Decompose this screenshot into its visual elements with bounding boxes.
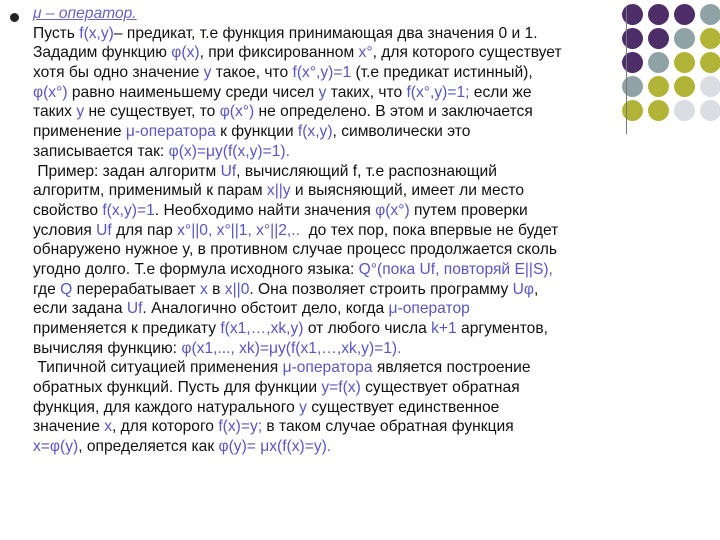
text-line [33, 299, 673, 319]
text-segment: таких [33, 103, 77, 121]
dot-r1-c3 [674, 4, 695, 25]
text-line [33, 63, 673, 83]
dot-r4-c4 [700, 76, 720, 97]
formula-highlight: Uf [126, 300, 143, 318]
text-line [33, 122, 673, 142]
dot-r2-c3 [674, 28, 695, 49]
text-line [33, 358, 673, 378]
text-segment: существует обратная [360, 379, 520, 397]
formula-highlight: x [104, 418, 113, 436]
text-segment: до тех пор, пока впервые не будет [299, 221, 559, 239]
formula-highlight: f(x°,y)=1 [292, 64, 352, 82]
text-segment: . Аналогично обстоит дело, когда [142, 300, 389, 318]
text-segment: в [207, 280, 225, 298]
text-segment: функция, для каждого натурального [33, 398, 300, 416]
text-segment: записывается так: [33, 142, 169, 160]
formula-highlight: f(x,y) [79, 24, 114, 42]
text-line [33, 181, 673, 201]
text-line [33, 221, 673, 241]
formula-highlight: y [76, 103, 85, 121]
text-segment: не определено. В этом и заключается [254, 103, 533, 121]
text-line [33, 142, 673, 162]
formula-highlight: x° [358, 44, 373, 62]
text-segment: если задана [33, 300, 127, 318]
text-segment: значение [33, 418, 105, 436]
text-segment: не существует, то [84, 103, 220, 121]
text-line [33, 398, 673, 418]
text-segment: , определяется как [78, 438, 219, 456]
text-segment: . Она позволяет строить программу [249, 280, 513, 298]
slide-title: μ – оператор. [33, 5, 137, 22]
formula-highlight: μ-оператора [282, 359, 373, 377]
text-line [33, 201, 673, 221]
text-line [33, 24, 673, 44]
formula-highlight: x||y [266, 182, 291, 200]
formula-highlight: φ(y)= μx(f(x)=y). [218, 438, 332, 456]
text-line [33, 83, 673, 103]
formula-highlight: φ(x1,..., xk)=μy(f(x1,…,xk,y)=1). [181, 339, 402, 357]
text-segment: равно наименьшему среди чисел [67, 83, 319, 101]
text-segment: , символически это [332, 123, 471, 141]
text-segment: существует единственное [306, 398, 500, 416]
text-segment: путем проверки [409, 201, 528, 219]
text-segment: хотя бы одно значение [33, 64, 204, 82]
dot-r1-c4 [700, 4, 720, 25]
text-segment: является построение [372, 359, 531, 377]
text-segment: Пусть [33, 24, 80, 42]
formula-highlight: y [299, 398, 307, 416]
heading-line [33, 4, 673, 24]
text-line [33, 437, 673, 457]
formula-highlight: x [200, 280, 208, 298]
text-segment: применяется к предикату [33, 320, 221, 337]
text-segment: обратных функций. Пусть для функции [33, 379, 322, 397]
text-segment: вычисляя функцию: [33, 339, 182, 357]
text-line [33, 378, 673, 398]
formula-highlight: f(x,y)=1 [102, 201, 155, 219]
dot-r3-c4 [700, 52, 720, 73]
text-line [33, 162, 673, 182]
text-segment: условия [33, 221, 97, 239]
dot-r5-c3 [674, 100, 695, 121]
text-segment: Типичной ситуацией применения [33, 359, 283, 377]
text-segment: перерабатывает [72, 280, 201, 298]
text-segment: , при фиксированном [199, 44, 359, 62]
dot-r4-c3 [674, 76, 695, 97]
formula-highlight: f(x°,y)=1; [406, 83, 470, 101]
formula-highlight: x°||0, x°||1, x°||2,.. [177, 221, 300, 239]
text-segment: (т.е предикат истинный), [351, 64, 533, 82]
formula-highlight: f(x)=y; [218, 418, 263, 436]
text-segment: для пар [111, 221, 178, 239]
formula-highlight: φ(x°) [33, 83, 68, 101]
text-segment: , вычисляющий f, т.е распознающий [236, 162, 497, 180]
formula-highlight: φ(x°) [375, 201, 410, 219]
text-segment: алгоритм, применимый к парам [33, 182, 267, 200]
text-segment: применение [33, 123, 126, 141]
dot-r2-c4 [700, 28, 720, 49]
formula-highlight: Q [60, 280, 73, 298]
formula-highlight: φ(x)=μy(f(x,y)=1). [168, 142, 290, 160]
text-segment: к функции [215, 123, 298, 141]
text-segment: аргументов, [456, 320, 548, 337]
formula-highlight: y [203, 64, 212, 82]
text-line [33, 43, 673, 63]
text-line [33, 102, 673, 122]
formula-highlight: f(x1,…,xk,y) [220, 320, 304, 337]
formula-highlight: φ(x°) [219, 103, 255, 121]
text-segment: обнаружено нужное y, в противном случае процесс продолжается сколь [33, 241, 557, 259]
dot-r5-c4 [700, 100, 720, 121]
text-line [33, 417, 673, 437]
formula-highlight: k+1 [431, 320, 457, 337]
text-segment: где [33, 280, 61, 298]
text-segment: . Необходимо найти значения [154, 201, 376, 219]
text-segment: , для которого существует [372, 44, 562, 62]
text-segment: таких, что [326, 83, 407, 101]
formula-highlight: φ(x) [171, 44, 200, 62]
formula-highlight: Uf [96, 221, 112, 239]
text-segment: от любого числа [303, 320, 432, 337]
formula-highlight: Q°(пока Uf, повторяй E||S), [358, 260, 553, 278]
text-segment: угодно долго. Т.е формула исходного языка: [33, 260, 359, 278]
text-line [33, 280, 673, 300]
formula-highlight: x||0 [224, 280, 250, 298]
text-segment: Пример: задан алгоритм [33, 162, 221, 180]
text-line [33, 260, 673, 280]
formula-highlight: μ-оператор [388, 300, 470, 318]
text-line [33, 319, 673, 339]
formula-highlight: Uf [220, 162, 237, 180]
dot-r3-c3 [674, 52, 695, 73]
text-line [33, 240, 673, 260]
formula-highlight: x=φ(y) [33, 438, 79, 456]
text-segment: и выясняющий, имеет ли место [290, 182, 525, 200]
text-segment: , [534, 280, 539, 298]
body-text [33, 4, 673, 457]
text-segment: свойство [33, 201, 103, 219]
text-segment: Зададим функцию [33, 44, 172, 62]
text-segment: , для которого [112, 418, 219, 436]
text-line [33, 339, 673, 359]
text-segment: такое, что [211, 64, 293, 82]
formula-highlight: Uφ [512, 280, 535, 298]
text-segment: в таком случае обратная функция [262, 418, 514, 436]
text-segment: если же [469, 83, 532, 101]
text-segment: – предикат, т.е функция принимающая два значения 0 и 1. [113, 24, 538, 42]
formula-highlight: y=f(x) [321, 379, 361, 397]
formula-highlight: μ-оператора [125, 123, 216, 141]
formula-highlight: y [318, 83, 327, 101]
formula-highlight: f(x,y) [297, 123, 333, 141]
bullet-icon [10, 13, 19, 22]
